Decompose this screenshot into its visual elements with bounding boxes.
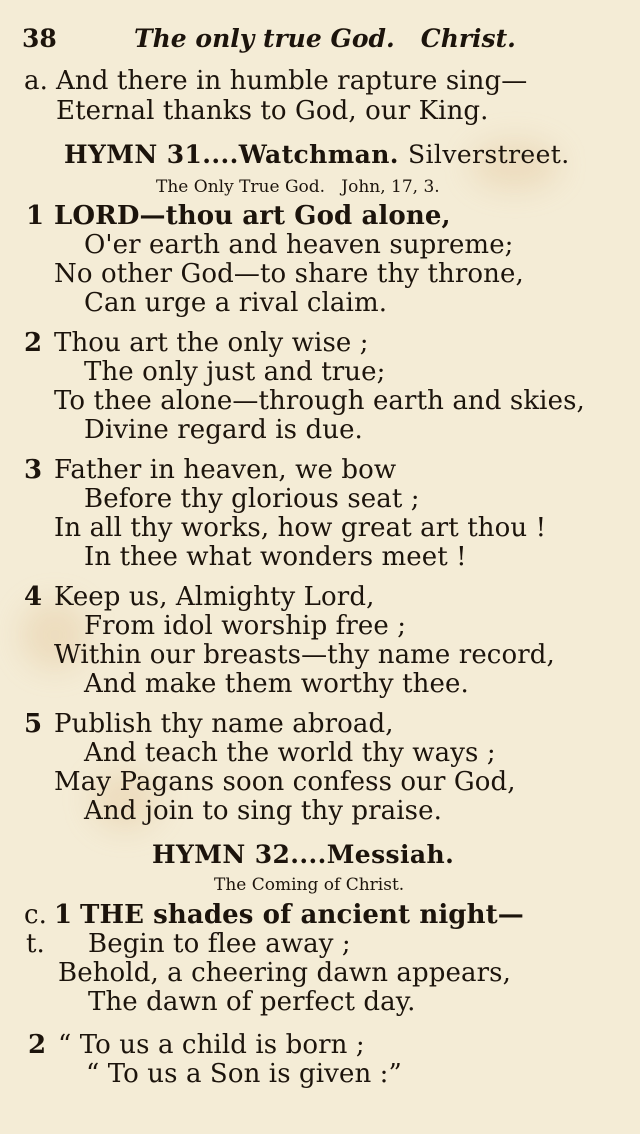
verse-line: May Pagans soon confess our God, <box>54 767 516 797</box>
intro-marker: a. <box>24 66 48 96</box>
verse-number: 2 <box>24 328 43 358</box>
verse-line: Keep us, Almighty Lord, <box>54 582 375 612</box>
verse-line: “ To us a Son is given :” <box>86 1059 402 1089</box>
verse-line: From idol worship free ; <box>84 611 407 641</box>
margin-marker: c. <box>24 900 48 930</box>
verse-line: And join to sing thy praise. <box>84 796 442 826</box>
verse-line: LORD—thou art God alone, <box>54 201 451 231</box>
verse-number: 4 <box>24 582 43 612</box>
verse-number: 3 <box>24 455 43 485</box>
verse-number: 1 <box>26 201 45 231</box>
verse-line: “ To us a child is born ; <box>58 1030 365 1060</box>
verse-line: THE shades of ancient night— <box>80 900 524 930</box>
verse-line: Father in heaven, we bow <box>54 455 397 485</box>
verse-line: To thee alone—through earth and skies, <box>54 386 585 416</box>
verse-line: Before thy glorious seat ; <box>84 484 420 514</box>
running-title: The only true God. Christ. <box>134 24 516 53</box>
intro-line: Eternal thanks to God, our King. <box>56 96 489 126</box>
page-number: 38 <box>22 24 57 53</box>
hymn-subtitle: The Only True God. John, 17, 3. <box>156 177 440 197</box>
verse-line: O'er earth and heaven supreme; <box>84 230 514 260</box>
intro-line: And there in humble rapture sing— <box>56 66 528 96</box>
hymn-tune: Silverstreet. <box>408 140 570 169</box>
verse-line: Divine regard is due. <box>84 415 363 445</box>
verse-line: Behold, a cheering dawn appears, <box>58 958 511 988</box>
verse-line: And make them worthy thee. <box>84 669 469 699</box>
verse-line: Can urge a rival claim. <box>84 288 388 318</box>
verse-line: Publish thy name abroad, <box>54 709 394 739</box>
hymn-heading: HYMN 32....Messiah. <box>152 840 455 869</box>
verse-line: In all thy works, how great art thou ! <box>54 513 547 543</box>
verse-line: In thee what wonders meet ! <box>84 542 467 572</box>
margin-marker: t. <box>26 929 45 959</box>
verse-number: 5 <box>24 709 43 739</box>
hymn-heading: HYMN 31....Watchman. <box>64 140 399 169</box>
verse-number: 1 <box>54 900 73 930</box>
verse-line: Thou art the only wise ; <box>54 328 369 358</box>
verse-line: No other God—to share thy throne, <box>54 259 524 289</box>
verse-line: Begin to flee away ; <box>88 929 351 959</box>
verse-line: The only just and true; <box>84 357 386 387</box>
verse-line: And teach the world thy ways ; <box>84 738 496 768</box>
verse-number: 2 <box>28 1030 47 1060</box>
verse-line: The dawn of perfect day. <box>88 987 416 1017</box>
verse-line: Within our breasts—thy name record, <box>54 640 555 670</box>
hymn-subtitle: The Coming of Christ. <box>214 875 405 895</box>
